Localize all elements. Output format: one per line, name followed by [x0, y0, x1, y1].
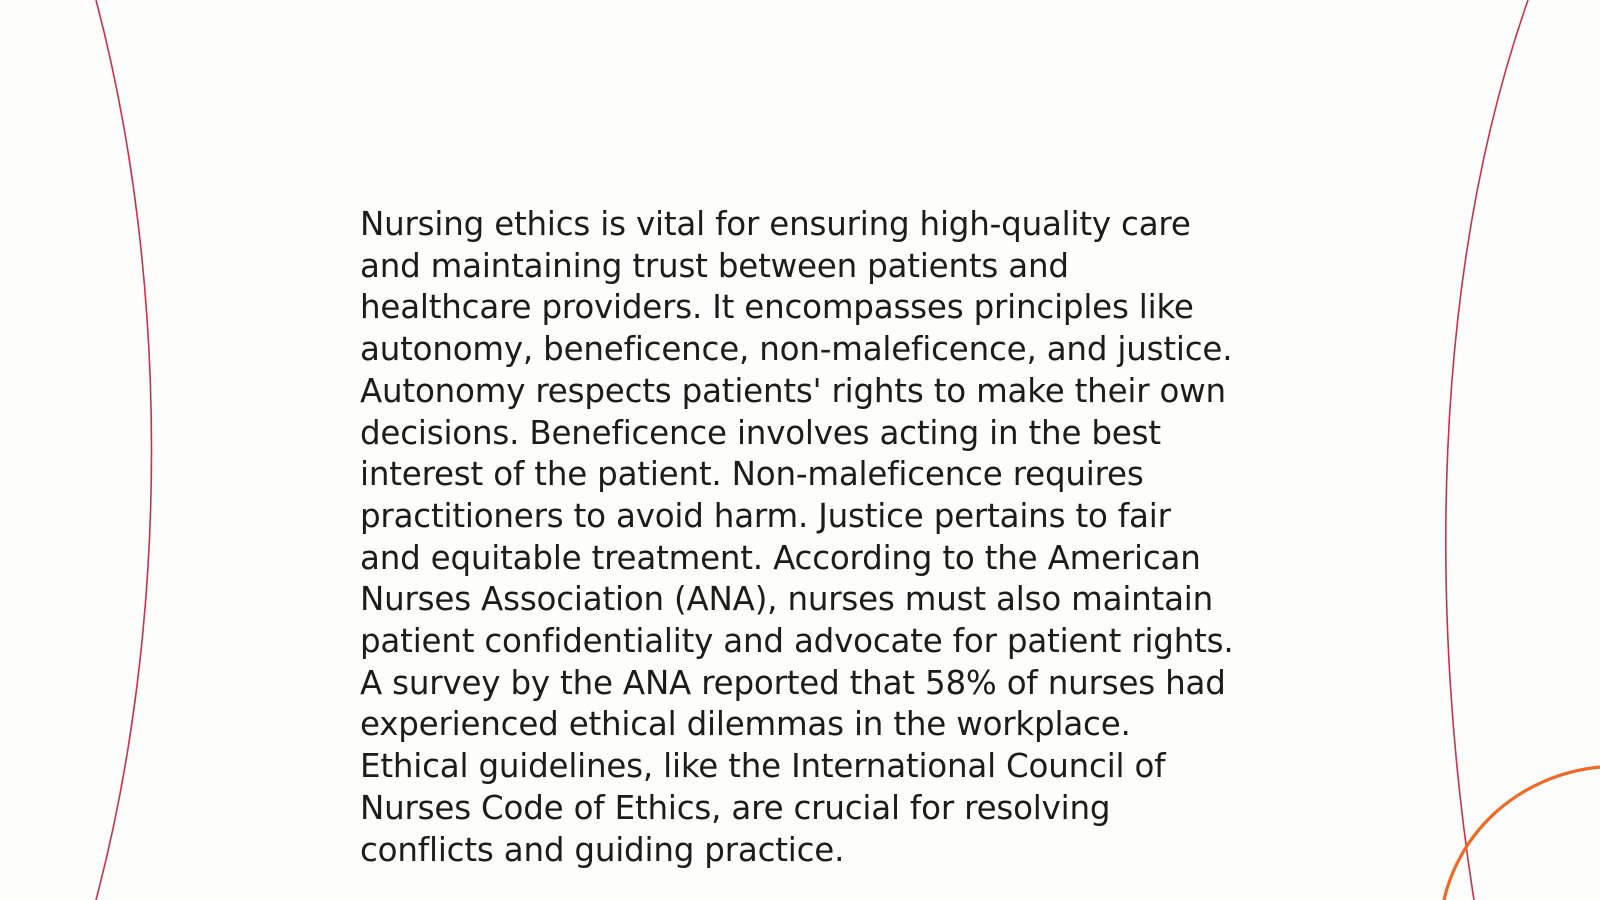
- text-line: Autonomy respects patients' rights to make their own: [360, 371, 1226, 410]
- text-line: healthcare providers. It encompasses principles like: [360, 288, 1194, 327]
- text-line: and equitable treatment. According to the American: [360, 538, 1201, 577]
- orange-arc: [1444, 767, 1600, 900]
- text-line: Nurses Association (ANA), nurses must also maintain: [360, 580, 1214, 619]
- text-line: A survey by the ANA reported that 58% of nurses had: [360, 663, 1226, 702]
- text-line: decisions. Beneficence involves acting in the best: [360, 413, 1161, 452]
- text-line: interest of the patient. Non-maleficence requires: [360, 455, 1144, 494]
- left-red-curve: [96, 0, 152, 900]
- text-line: conflicts and guiding practice.: [360, 830, 845, 869]
- text-line: patient confidentiality and advocate for patient rights.: [360, 622, 1234, 661]
- text-line: experienced ethical dilemmas in the workplace.: [360, 705, 1131, 744]
- text-line: Nursing ethics is vital for ensuring high-quality care: [360, 205, 1191, 243]
- body-paragraph: [360, 204, 1260, 871]
- text-line: and maintaining trust between patients and: [360, 246, 1069, 285]
- text-line: autonomy, beneficence, non-maleficence, and justice.: [360, 330, 1233, 369]
- text-line: Nurses Code of Ethics, are crucial for resolving: [360, 788, 1111, 827]
- text-line: Ethical guidelines, like the International Council of: [360, 747, 1166, 786]
- text-line: practitioners to avoid harm. Justice pertains to fair: [360, 496, 1171, 535]
- right-red-curve: [1446, 0, 1528, 900]
